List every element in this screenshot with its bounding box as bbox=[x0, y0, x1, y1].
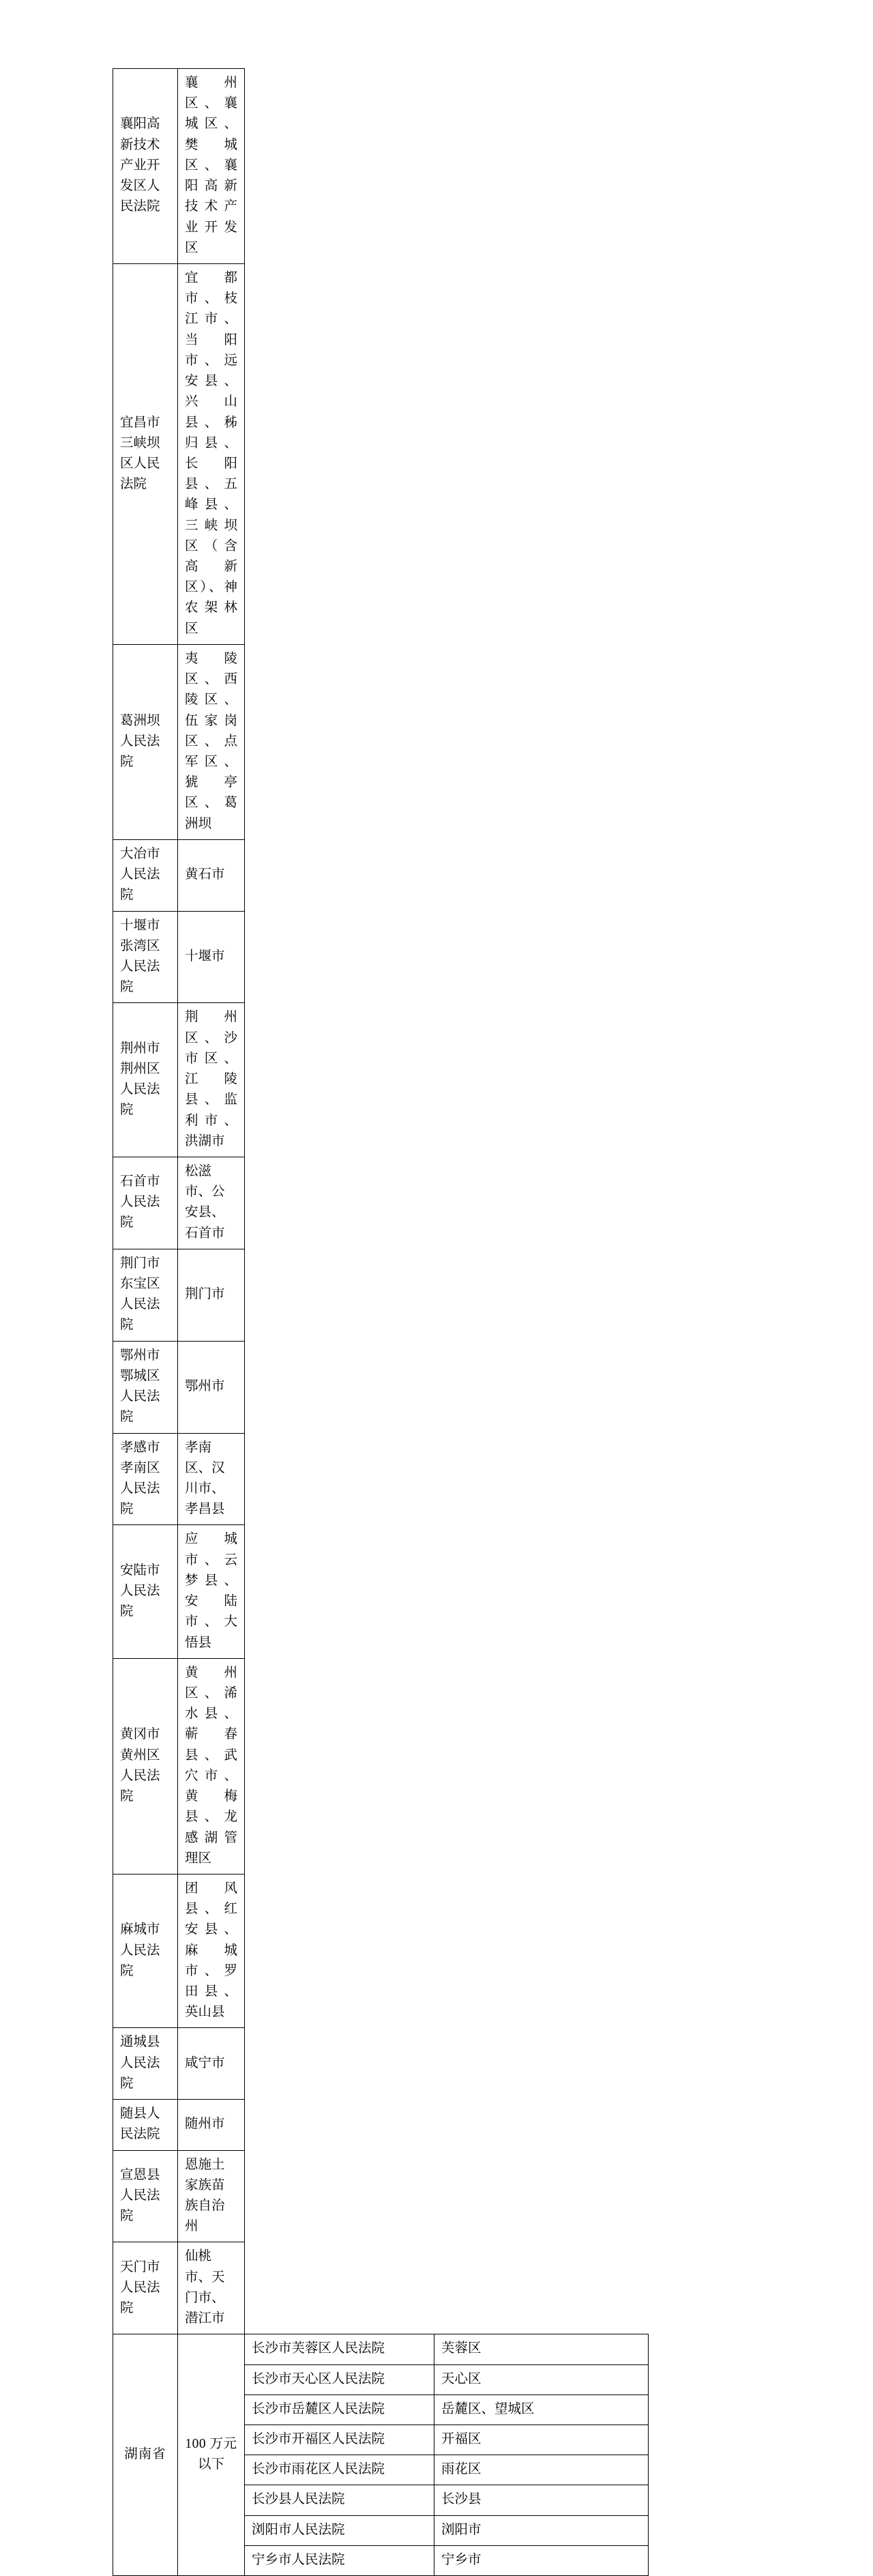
jurisdiction-cell: 松滋市、公安县、石首市 bbox=[178, 1157, 245, 1249]
table-row bbox=[113, 2028, 649, 2100]
table-row bbox=[113, 69, 649, 264]
court-name-cell: 襄阳高新技术产业开发区人民法院 bbox=[113, 69, 178, 264]
table-row bbox=[113, 2242, 649, 2334]
table-row bbox=[113, 1157, 649, 1249]
table-row bbox=[113, 1658, 649, 1874]
jurisdiction-cell: 宁乡市 bbox=[434, 2545, 649, 2575]
table-row bbox=[113, 1525, 649, 1658]
court-name-cell: 葛洲坝人民法院 bbox=[113, 644, 178, 839]
jurisdiction-cell: 浏阳市 bbox=[434, 2515, 649, 2545]
table-row bbox=[113, 1341, 649, 1433]
jurisdiction-cell: 孝南区、汉川市、孝昌县 bbox=[178, 1433, 245, 1525]
table-row bbox=[113, 1433, 649, 1525]
court-name-cell: 孝感市孝南区人民法院 bbox=[113, 1433, 178, 1525]
jurisdiction-cell: 咸宁市 bbox=[178, 2028, 245, 2100]
table-row bbox=[113, 1874, 649, 2028]
court-name-cell: 长沙市开福区人民法院 bbox=[245, 2425, 434, 2455]
jurisdiction-cell: 仙桃市、天门市、潜江市 bbox=[178, 2242, 245, 2334]
table-row bbox=[113, 2150, 649, 2242]
table-row bbox=[113, 2100, 649, 2150]
amount-cell bbox=[178, 2334, 245, 2576]
amount-line-1: 100 万元 bbox=[185, 2436, 237, 2451]
jurisdiction-cell: 天心区 bbox=[434, 2364, 649, 2394]
court-name-cell: 长沙市芙蓉区人民法院 bbox=[245, 2334, 434, 2364]
jurisdiction-cell: 芙蓉区 bbox=[434, 2334, 649, 2364]
court-name-cell: 十堰市张湾区人民法院 bbox=[113, 911, 178, 1003]
court-name-cell: 长沙市雨花区人民法院 bbox=[245, 2455, 434, 2485]
jurisdiction-cell: 黄石市 bbox=[178, 839, 245, 911]
court-jurisdiction-table bbox=[113, 68, 649, 2576]
table-row bbox=[113, 644, 649, 839]
court-name-cell: 麻城市人民法院 bbox=[113, 1874, 178, 2028]
table-row bbox=[113, 911, 649, 1003]
court-name-cell: 浏阳市人民法院 bbox=[245, 2515, 434, 2545]
table-row bbox=[113, 839, 649, 911]
jurisdiction-cell: 宜都市、枝江市、当阳市、远安县、兴山县、秭归县、长阳县、五峰县、三峡坝区（含高新区）、神农架林区 bbox=[178, 263, 245, 644]
court-name-cell: 长沙县人民法院 bbox=[245, 2485, 434, 2515]
court-name-cell: 大冶市人民法院 bbox=[113, 839, 178, 911]
table-row bbox=[113, 263, 649, 644]
jurisdiction-cell: 长沙县 bbox=[434, 2485, 649, 2515]
court-name-cell: 荆州市荆州区人民法院 bbox=[113, 1003, 178, 1157]
amount-line-2: 以下 bbox=[197, 2457, 224, 2472]
table-row bbox=[113, 1003, 649, 1157]
court-name-cell: 长沙市天心区人民法院 bbox=[245, 2364, 434, 2394]
jurisdiction-cell: 十堰市 bbox=[178, 911, 245, 1003]
province-cell: 湖南省 bbox=[113, 2334, 178, 2576]
jurisdiction-cell: 开福区 bbox=[434, 2425, 649, 2455]
jurisdiction-cell: 黄州区、浠水县、蕲春县、武穴市、黄梅县、龙感湖管理区 bbox=[178, 1658, 245, 1874]
court-name-cell: 黄冈市黄州区人民法院 bbox=[113, 1658, 178, 1874]
jurisdiction-cell: 夷陵区、西陵区、伍家岗区、点军区、猇亭区、葛洲坝 bbox=[178, 644, 245, 839]
table-row bbox=[113, 2334, 649, 2364]
jurisdiction-cell: 团风县、红安县、麻城市、罗田县、英山县 bbox=[178, 1874, 245, 2028]
court-name-cell: 荆门市东宝区人民法院 bbox=[113, 1249, 178, 1341]
jurisdiction-cell: 鄂州市 bbox=[178, 1341, 245, 1433]
jurisdiction-cell: 随州市 bbox=[178, 2100, 245, 2150]
court-name-cell: 宁乡市人民法院 bbox=[245, 2545, 434, 2575]
court-name-cell: 鄂州市鄂城区人民法院 bbox=[113, 1341, 178, 1433]
court-name-cell: 宣恩县人民法院 bbox=[113, 2150, 178, 2242]
jurisdiction-cell: 岳麓区、望城区 bbox=[434, 2394, 649, 2425]
court-name-cell: 天门市人民法院 bbox=[113, 2242, 178, 2334]
jurisdiction-cell: 恩施土家族苗族自治州 bbox=[178, 2150, 245, 2242]
court-name-cell: 宜昌市三峡坝区人民法院 bbox=[113, 263, 178, 644]
jurisdiction-cell: 襄州区、襄城区、樊城区、襄阳高新技术产业开发区 bbox=[178, 69, 245, 264]
court-name-cell: 通城县人民法院 bbox=[113, 2028, 178, 2100]
court-name-cell: 随县人民法院 bbox=[113, 2100, 178, 2150]
table-row bbox=[113, 1249, 649, 1341]
table-body bbox=[113, 69, 649, 2576]
jurisdiction-cell: 雨花区 bbox=[434, 2455, 649, 2485]
jurisdiction-cell: 荆门市 bbox=[178, 1249, 245, 1341]
court-name-cell: 石首市人民法院 bbox=[113, 1157, 178, 1249]
jurisdiction-cell: 应城市、云梦县、安陆市、大悟县 bbox=[178, 1525, 245, 1658]
court-name-cell: 长沙市岳麓区人民法院 bbox=[245, 2394, 434, 2425]
jurisdiction-cell: 荆州区、沙市区、江陵县、监利市、洪湖市 bbox=[178, 1003, 245, 1157]
court-name-cell: 安陆市人民法院 bbox=[113, 1525, 178, 1658]
